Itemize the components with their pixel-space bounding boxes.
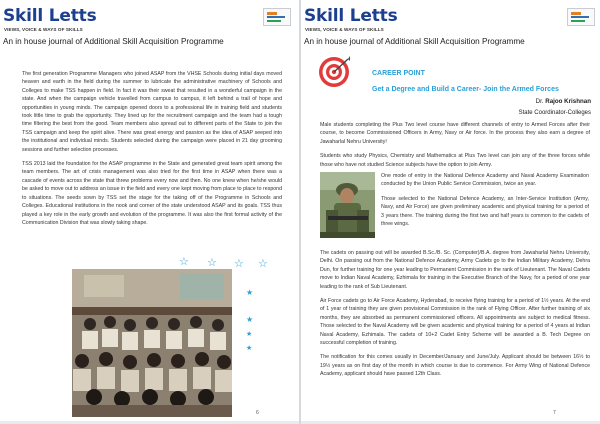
star-icon: ★	[246, 331, 253, 338]
star-icon: ★	[246, 345, 253, 352]
paragraph: The first generation Programme Managers who joined ASAP from the VHSE Schools during initial days moved heaven and earth in the field during the summer to lubricate the administrative machinery of Schools and Colleges to make TSS happen in field. In fact it was their sweat that resulted in a wonderful campaign in the state. And when the campaign vehicle travelled from campus to campus, it left behind a trail of hope and opportunities in young minds. The campaign opened doors to a professional life in training field and students took little time to grab the opportunity. They lined up for the recruitment campaign and the team had a tough time filtering the best from the good. Team members also spread out to different parts of the State to join the TSS campaign and keep the spirit alive. There was great energy and passion as the idea of ASAP seeped into the institutional and individual minds. Students selected during the campaign were placed in 21 day grooming sessions and further selection processes.	[22, 71, 282, 153]
main-text	[320, 249, 590, 385]
asap-logo	[567, 8, 595, 26]
journal-subtitle: VIEWS, VOICE & WAYS OF SKILLS	[4, 27, 83, 32]
paragraph: Students who study Physics, Chemistry and Mathematics at Plus Two level can join any of the three forces while those who have not studied Science subjects have the option to join Army.	[320, 153, 590, 168]
intro-text	[320, 121, 590, 175]
star-icon: ☆	[234, 258, 244, 270]
star-icon: ☆	[179, 256, 189, 268]
author-name: Rajoo Krishnan	[545, 98, 591, 105]
page-number: 7	[553, 410, 556, 416]
author-role: State Coordinator-Colleges	[518, 110, 591, 116]
journal-title: Skill Letts	[304, 6, 398, 26]
star-icon: ★	[246, 315, 254, 324]
paragraph: Air Force cadets go to Air Force Academy, Hyderabad, to receive flying training for a period of 1½ years. At the end of 1 year of training they are given provisional Commission in the rank of Flying Officer. After further training of six months, they are absorbed as permanent commissioned officers. All appointments are subject to medical fitness. Those selected to the Naval Academy will be given academic and physical training for a period of 4 years at Indian Naval Academy, Ezhimala. The cadets of 10+2 Cadet Entry Scheme will be awarded a B. Tech Degree on successful completion of training.	[320, 298, 590, 347]
asap-logo	[263, 8, 291, 26]
journal-title: Skill Letts	[3, 6, 97, 26]
paragraph: One mode of entry in the National Defence Academy and Naval Academy Examination conducted by the Union Public Service Commission, twice an year.	[381, 173, 589, 188]
side-text	[381, 172, 589, 234]
paragraph: Those selected to the National Defence Academy, an Inter-Service Institution (Army, Navy, and Air Force) are given preliminary academic and physical training for a period of 3 years there. The training during the first two and half years is common to the cadets of three wings.	[381, 195, 589, 228]
left-page	[0, 0, 299, 424]
article-title: Get a Degree and Build a Career- Join the Armed Forces	[372, 86, 559, 93]
byline-prefix: Dr.	[535, 98, 544, 105]
section-title: CAREER POINT	[372, 70, 425, 77]
star-icon: ☆	[207, 257, 217, 269]
bullseye-target-icon	[317, 55, 351, 89]
byline	[536, 98, 591, 105]
paragraph: The notification for this comes usually in December/January and June/July. Applicant should be between 16½ to 19½ years as on first day of the month in which course is due to commence. For Army Wing of National Defence Academy, applicant should have passed 12th Class.	[320, 354, 590, 378]
paragraph: Male students completing the Plus Two level course have different channels of entry to Armed Forces after their course, to become Commissioned Officers in Army, Navy or Air force. In the process they also earn a degree of Jawaharlal Nehru University!	[320, 122, 590, 145]
journal-tagline: An in house journal of Additional Skill Acquisition Programme	[304, 37, 525, 46]
page-number: 6	[256, 410, 259, 416]
paragraph: TSS 2013 laid the foundation for the ASAP programme in the State and generated great team spirit among the team members. The art of crisis management was also tried for the first time in ASAP when there was a cascade of events across the state that threw problems every now and then. No one knew when he/she would be asked to move out to address an issue in the field and every one kept moving from place to place to respond to situations. The seeds sown by TSS set the stage for the taking off of the Programme in Schools and Colleges. Educational institutions in the nook and corner of the state understood ASAP and its goals. TSS thus played a key role in the early growth and evolution of the programme. It was also the first formal activity of the Communication Division that was slowly taking shape.	[22, 161, 282, 226]
paragraph: The cadets on passing out will be awarded B.Sc./B. Sc. (Computer)/B.A. degree from Jawaharlal Nehru University, Delhi. On passing out from the National Defence Academy, Army Cadets go to the Indian Military Academy, Dehra Dun, for further training for one year leading to Permanent Commission in the rank of Lieutenant. The Naval Cadets move to Indian Naval Academy, Ezhimala for training in the Executive Branch of the Navy, for a period of one year leading to the rank of Sub Lieutenant.	[320, 250, 590, 290]
classroom-photo	[72, 269, 232, 417]
journal-tagline: An in house journal of Additional Skill Acquisition Programme	[3, 37, 224, 46]
journal-subtitle: VIEWS, VOICE & WAYS OF SKILLS	[305, 27, 384, 32]
masthead-right	[304, 6, 594, 36]
left-article-body	[22, 70, 282, 233]
star-icon: ★	[246, 288, 254, 297]
right-page	[301, 0, 600, 424]
star-icon: ☆	[258, 258, 268, 270]
soldier-photo	[320, 172, 375, 238]
masthead-left	[3, 6, 293, 36]
